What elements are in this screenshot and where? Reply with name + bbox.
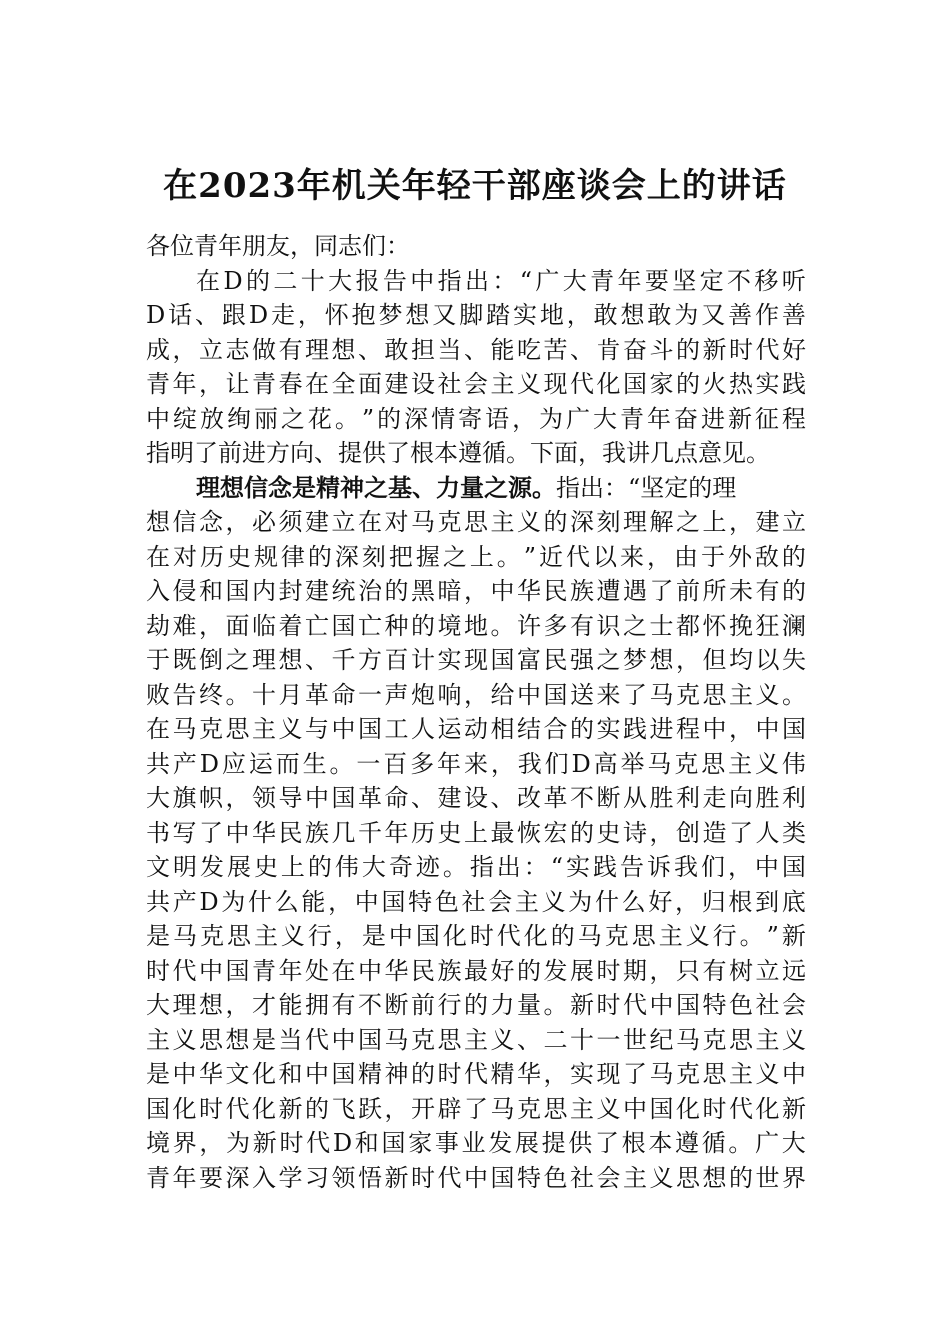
paragraph-2-line: 文 明 发 展 史 上 的 伟 大 奇 迹 。 指 出 ： “ 实 践 告 诉 我 们 ， 中 国 bbox=[146, 853, 806, 881]
paragraph-2-line: 败 告 终 。 十 月 革 命 一 声 炮 响 ， 给 中 国 送 来 了 马 克 思 主 义 。 bbox=[146, 680, 806, 709]
paragraph-2-line: 共 产 D 应 运 而 生 。 一 百 多 年 来 ， 我 们 D 高 举 马 克 思 主 义 伟 bbox=[146, 749, 806, 778]
paragraph-2-line: 想 信 念 ， 必 须 建 立 在 对 马 克 思 主 义 的 深 刻 理 解 之 上 ， 建 立 bbox=[146, 508, 806, 536]
paragraph-1-line: D 话 、 跟 D 走 ， 怀 抱 梦 想 又 脚 踏 实 地 ， 敢 想 敢 为 又 善 作 善 bbox=[146, 301, 806, 329]
paragraph-2-line: 是 中 华 文 化 和 中 国 精 神 的 时 代 精 华 ， 实 现 了 马 克 思 主 义 中 bbox=[146, 1060, 806, 1088]
paragraph-2-line: 境 界 ， 为 新 时 代 D 和 国 家 事 业 发 展 提 供 了 根 本 遵 循 。 广 大 bbox=[146, 1129, 806, 1157]
document-title: 在2023年机关年轻干部座谈会上的讲话 bbox=[163, 166, 787, 206]
paragraph-2-first-line-text: 指出：“坚定的理 bbox=[556, 473, 737, 502]
paragraph-2-line: 书 写 了 中 华 民 族 几 千 年 历 史 上 最 恢 宏 的 史 诗 ， 创 造 了 人 类 bbox=[146, 818, 806, 847]
paragraph-2-line: 入 侵 和 国 内 封 建 统 治 的 黑 暗 ， 中 华 民 族 遭 遇 了 前 所 未 有 的 bbox=[146, 577, 806, 605]
paragraph-1-line: 在 D 的 二 十 大 报 告 中 指 出 ： “ 广 大 青 年 要 坚 定 不 移 听 bbox=[196, 266, 806, 295]
paragraph-2-line: 大 理 想 ， 才 能 拥 有 不 断 前 行 的 力 量 。 新 时 代 中 国 特 色 社 会 bbox=[146, 991, 806, 1019]
paragraph-1-line: 成 ， 立 志 做 有 理 想 、 敢 担 当 、 能 吃 苦 、 肯 奋 斗 的 新 时 代 好 bbox=[146, 335, 806, 364]
paragraph-2-line: 主 义 思 想 是 当 代 中 国 马 克 思 主 义 、 二 十 一 世 纪 马 克 思 主 义 bbox=[146, 1025, 806, 1054]
paragraph-1-line: 青 年 ， 让 青 春 在 全 面 建 设 社 会 主 义 现 代 化 国 家 的 火 热 实 践 bbox=[146, 370, 806, 398]
paragraph-2-line: 在 对 历 史 规 律 的 深 刻 把 握 之 上 。 ” 近 代 以 来 ， 由 于 外 敌 的 bbox=[146, 542, 806, 571]
paragraph-2-line: 青 年 要 深 入 学 习 领 悟 新 时 代 中 国 特 色 社 会 主 义 思 想 的 世 界 bbox=[146, 1163, 806, 1192]
greeting-line: 各位青年朋友，同志们： bbox=[146, 232, 410, 260]
paragraph-2-line: 大 旗 帜 ， 领 导 中 国 革 命 、 建 设 、 改 革 不 断 从 胜 利 走 向 胜 利 bbox=[146, 784, 806, 812]
paragraph-2-line: 是 马 克 思 主 义 行 ， 是 中 国 化 时 代 化 的 马 克 思 主 义 行 。 ” 新 bbox=[146, 922, 806, 950]
paragraph-1-line: 中 绽 放 绚 丽 之 花 。 ” 的 深 情 寄 语 ， 为 广 大 青 年 奋 进 新 征 程 bbox=[146, 404, 806, 433]
paragraph-2-line: 国 化 时 代 化 新 的 飞 跃 ， 开 辟 了 马 克 思 主 义 中 国 化 时 代 化 新 bbox=[146, 1094, 806, 1123]
paragraph-2-line: 在 马 克 思 主 义 与 中 国 工 人 运 动 相 结 合 的 实 践 进 程 中 ， 中 国 bbox=[146, 715, 806, 743]
paragraph-2-line: 于 既 倒 之 理 想 、 千 方 百 计 实 现 国 富 民 强 之 梦 想 ， 但 均 以 失 bbox=[146, 646, 806, 674]
document-body bbox=[146, 229, 806, 1195]
paragraph-2-line: 共 产 D 为 什 么 能 ， 中 国 特 色 社 会 主 义 为 什 么 好 ， 归 根 到 底 bbox=[146, 887, 806, 916]
section-heading: 理想信念是精神之基、力量之源。 bbox=[196, 472, 556, 502]
paragraph-1-line: 指明了前进方向、提供了根本遵循。下面，我讲几点意见。 bbox=[146, 439, 770, 467]
paragraph-2-line: 劫 难 ， 面 临 着 亡 国 亡 种 的 境 地 。 许 多 有 识 之 士 都 怀 挽 狂 澜 bbox=[146, 611, 806, 640]
paragraph-2-line: 时 代 中 国 青 年 处 在 中 华 民 族 最 好 的 发 展 时 期 ， 只 有 树 立 远 bbox=[146, 956, 806, 985]
paragraph-2-first-line bbox=[146, 471, 806, 506]
